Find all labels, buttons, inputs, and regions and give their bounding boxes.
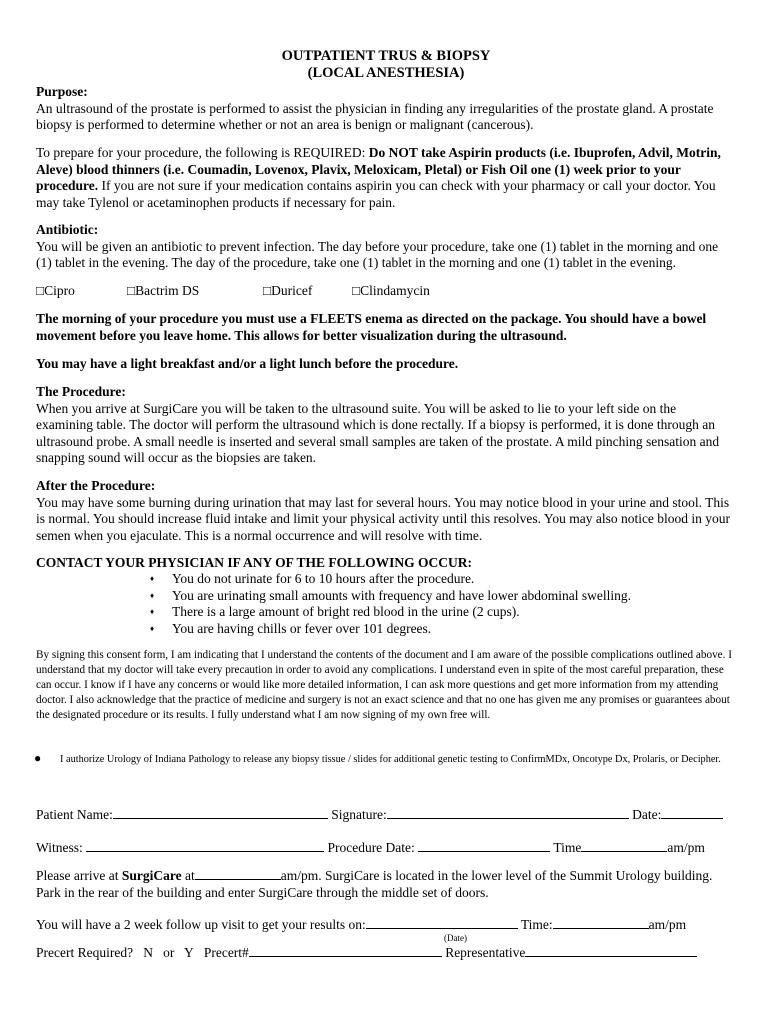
followup-time-label: Time: <box>520 917 553 932</box>
antibiotic-section <box>36 222 736 272</box>
patient-name-field[interactable] <box>113 806 328 819</box>
purpose-text: An ultrasound of the prostate is performed to assist the physician in finding any irregularities of the prostate gland. A prostate biopsy is performed to determine whether or not an area is benign or malignant (cancerous). <box>36 100 714 132</box>
witness-label: Witness: <box>36 840 83 855</box>
representative-label: Representative <box>445 945 526 960</box>
arrive-text-2: at <box>181 868 195 883</box>
ampm-label: am/pm <box>648 917 687 932</box>
signature-field[interactable] <box>387 806 629 819</box>
bullet-icon: ● <box>34 751 42 765</box>
authorize-text: I authorize Urology of Indiana Pathology to release any biopsy tissue / slides for additional genetic testing to ConfirmMDx, Oncotype Dx, Prolaris, or Decipher. <box>60 754 721 765</box>
after-text: You may have some burning during urination that may last for several hours. You may notice blood in your urine and stool. This is normal. You should increase fluid intake and limit your physical activity until this resolves. You may also notice blood in your semen when you ejaculate. This is a normal occurrence and will resolve with time. <box>36 494 731 543</box>
after-section <box>36 478 736 544</box>
antibiotic-heading: Antibiotic: <box>36 222 99 237</box>
list-item: ♦ You are having chills or fever over 101 degrees. <box>148 621 631 638</box>
arrive-text-line2: Park in the rear of the building and enter SurgiCare through the middle set of doors. <box>36 885 489 900</box>
list-item: ♦ There is a large amount of bright red blood in the urine (2 cups). <box>148 604 631 621</box>
patient-name-label: Patient Name: <box>36 807 113 822</box>
antibiotic-text: You will be given an antibiotic to prevent infection. The day before your procedure, take one (1) tablet in the morning and one (1) tablet in the evening. The day of the procedure, take one (1) tablet in the morning and one (1) tablet in the evening. <box>36 238 719 270</box>
representative-field[interactable] <box>525 944 697 957</box>
title-line-2: (LOCAL ANESTHESIA) <box>307 65 465 81</box>
arrive-text-1: Please arrive at <box>36 868 122 883</box>
precert-yes-option[interactable]: Y <box>183 945 194 960</box>
followup-row <box>36 916 736 933</box>
option-bactrim[interactable]: □Bactrim DS <box>127 283 200 298</box>
prep-warning: Do NOT take Aspirin products (i.e. Ibuprofen, Advil, Motrin, Aleve) blood thinners (i.e. Coumadin, Lovenox, Plavix, Meloxicam, Pletal) or Fish Oil one (1) week prior to your procedure. <box>36 145 721 193</box>
date-label: Date: <box>632 807 662 822</box>
list-item: ♦ You do not urinate for 6 to 10 hours after the procedure. <box>148 571 631 588</box>
procedure-heading: The Procedure: <box>36 384 126 399</box>
list-item: ♦ You are urinating small amounts with frequency and have lower abdominal swelling. <box>148 588 631 605</box>
fleets-instruction: The morning of your procedure you must use a FLEETS enema as directed on the package. You should have a bowel movement before you leave home. This allows for better visualization during the ultrasound. <box>36 311 707 343</box>
procedure-date-field[interactable] <box>418 839 550 852</box>
patient-signature-row <box>36 806 736 823</box>
witness-row <box>36 839 736 856</box>
purpose-section <box>36 84 736 134</box>
ampm-label: am/pm <box>667 840 705 855</box>
option-duricef[interactable]: □Duricef <box>263 283 313 298</box>
procedure-date-label: Procedure Date: <box>327 840 415 855</box>
option-cipro[interactable]: □Cipro <box>36 283 75 298</box>
time-label: Time <box>553 840 582 855</box>
signature-label: Signature: <box>331 807 387 822</box>
date-caption: (Date) <box>444 933 467 943</box>
arrive-location: SurgiCare <box>121 868 182 883</box>
prep-tail: If you are not sure if your medication contains aspirin you can check with your pharmacy or call your doctor. You may take Tylenol or acetaminophen products if necessary for pain. <box>36 178 716 210</box>
precert-number-label: Precert# <box>203 945 249 960</box>
contact-list <box>148 571 631 637</box>
precert-row <box>36 944 736 961</box>
arrival-time-field[interactable] <box>195 867 281 880</box>
followup-time-field[interactable] <box>553 916 649 929</box>
precert-number-field[interactable] <box>249 944 442 957</box>
procedure-text: When you arrive at SurgiCare you will be taken to the ultrasound suite. You will be asked to lie to your left side on the examining table. The doctor will perform the ultrasound which is done rectally. If a biopsy is performed, it is done through an ultrasound probe. A small needle is inserted and several small samples are taken of the prostate. A mild pinching sensation and snapping sound will occur as the biopsies are taken. <box>36 400 720 465</box>
followup-date-field[interactable] <box>366 916 518 929</box>
followup-label: You will have a 2 week follow up visit to get your results on: <box>36 917 366 932</box>
or-label: or <box>163 945 175 960</box>
contact-heading: CONTACT YOUR PHYSICIAN IF ANY OF THE FOLLOWING OCCUR: <box>36 555 473 570</box>
after-heading: After the Procedure: <box>36 478 156 493</box>
arrive-text-3: am/pm. SurgiCare is located in the lower level of the Summit Urology building. <box>280 868 713 883</box>
title-line-1: OUTPATIENT TRUS & BIOPSY <box>281 48 491 64</box>
prep-section <box>36 145 736 211</box>
antibiotic-options <box>36 283 736 300</box>
time-field[interactable] <box>581 839 667 852</box>
procedure-section <box>36 384 736 467</box>
document-title <box>36 48 736 82</box>
option-clindamycin[interactable]: □Clindamycin <box>352 283 430 298</box>
arrival-instructions <box>36 867 736 901</box>
prep-lead: To prepare for your procedure, the following is REQUIRED: <box>36 145 369 160</box>
consent-text: By signing this consent form, I am indicating that I understand the contents of the document and I am aware of the possible complications outlined above. I understand that my doctor will take every precaution in order to avoid any complications. I understand even in spite of the most careful preparation, these can occur. I know if I have any concerns or would like more detailed information, I can ask more questions and get more information from my attending doctor. I also acknowledge that the practice of medicine and surgery is not an exact science and that no one has given me any promises or guarantees about the designated procedure or its results. I fully understand what I am now signing of my own free will. <box>36 649 732 721</box>
witness-field[interactable] <box>86 839 324 852</box>
authorize-statement <box>36 752 736 767</box>
precert-no-option[interactable]: N <box>143 945 153 960</box>
purpose-heading: Purpose: <box>36 84 88 99</box>
date-field[interactable] <box>661 806 723 819</box>
precert-required-label: Precert Required? <box>36 945 134 960</box>
breakfast-note: You may have a light breakfast and/or a light lunch before the procedure. <box>36 356 459 371</box>
